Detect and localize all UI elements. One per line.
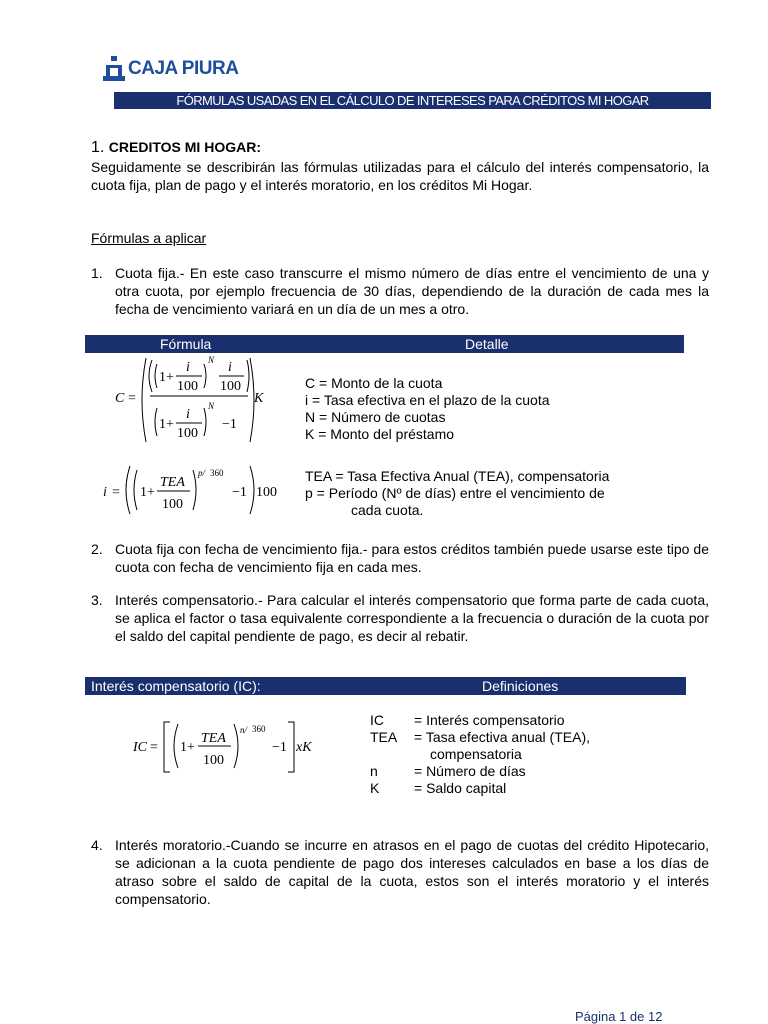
detail-column-header: Detalle — [465, 336, 509, 352]
list-item-text: Cuota fija con fecha de vencimiento fija.- para estos créditos también puede usarse este tipo de cuota con fecha de vencimiento fija en cada mes. — [115, 541, 709, 575]
formula-table-header — [85, 335, 684, 353]
svg-text:i: i — [186, 407, 190, 422]
interes-column-header: Interés compensatorio (IC): — [91, 678, 261, 694]
definition-text: = Saldo capital — [414, 780, 507, 796]
svg-text:1+: 1+ — [159, 417, 174, 432]
svg-text:1+: 1+ — [159, 370, 174, 385]
svg-text:−1: −1 — [232, 485, 247, 500]
definition-line: TEA = Tasa Efectiva Anual (TEA), compensatoria — [305, 468, 610, 484]
list-item-text: Cuota fija.- En este caso transcurre el mismo número de días entre el vencimiento de una y otra cuota, por ejemplo frecuencia de 30 días, dependiendo de la duración de cada mes la fecha de vencimiento variará en un día de un mes a otro. — [115, 265, 709, 317]
caja-piura-logo — [103, 56, 238, 82]
svg-text:100: 100 — [177, 426, 198, 441]
definition-text: compensatoria — [430, 746, 522, 762]
list-item-number: 2. — [91, 541, 103, 557]
svg-text:n/: n/ — [240, 725, 248, 735]
section-number: 1. — [91, 139, 105, 156]
definition-symbol — [370, 746, 430, 763]
formulas-heading: Fórmulas a aplicar — [91, 230, 207, 246]
svg-text:TEA: TEA — [201, 731, 226, 746]
cuota-fija-formula — [110, 354, 280, 446]
document-title-bar: FÓRMULAS USADAS EN EL CÁLCULO DE INTERESES PARA CRÉDITOS MI HOGAR — [114, 92, 711, 109]
svg-text:IC: IC — [133, 740, 147, 755]
svg-text:100: 100 — [203, 753, 224, 768]
definition-line: p = Período (Nº de días) entre el vencimiento de — [305, 485, 605, 501]
definition-row — [370, 780, 700, 797]
definition-line: cada cuota. — [351, 502, 424, 518]
logo-text: CAJA PIURA — [128, 58, 239, 79]
list-item-text: Interés compensatorio.- Para calcular el interés compensatorio que forma parte de cada cuota, se aplica el factor o tasa equivalente correspondiente a la frecuencia o duración de la cuota por el saldo del capital pendiente de pago, es decir al rebatir. — [115, 592, 709, 644]
page-number: Página 1 de 12 — [575, 1009, 663, 1024]
svg-text:1+: 1+ — [180, 740, 195, 755]
svg-text:360: 360 — [252, 724, 266, 734]
svg-text:=: = — [150, 740, 158, 755]
svg-text:1+: 1+ — [140, 485, 155, 500]
svg-text:360: 360 — [210, 468, 224, 478]
section-title: CREDITOS MI HOGAR: — [108, 139, 261, 155]
svg-text:100: 100 — [256, 485, 277, 500]
definition-row — [370, 729, 700, 746]
list-item — [91, 591, 709, 645]
svg-text:C: C — [115, 391, 125, 406]
svg-text:−1: −1 — [222, 417, 237, 432]
definition-line: i = Tasa efectiva en el plazo de la cuota — [305, 392, 550, 408]
list-item — [91, 264, 709, 318]
svg-text:i: i — [186, 360, 190, 375]
definition-text: = Interés compensatorio — [414, 712, 565, 728]
list-item — [91, 540, 709, 576]
definition-symbol: TEA — [370, 729, 398, 745]
cuota-fija-definitions — [305, 375, 550, 443]
list-item-number: 4. — [91, 837, 103, 853]
definitions-column-header: Definiciones — [482, 678, 559, 694]
definition-text: = Número de días — [414, 763, 526, 779]
list-item — [91, 836, 709, 908]
definition-row — [370, 746, 700, 763]
definition-symbol: K — [370, 780, 380, 796]
svg-text:100: 100 — [220, 379, 241, 394]
definition-row — [370, 712, 700, 729]
svg-text:xK: xK — [296, 740, 312, 755]
intro-paragraph: Seguidamente se describirán las fórmulas utilizadas para el cálculo del interés compensatorio, la cuota fija, plan de pago y el interés moratorio, en los créditos Mi Hogar. — [91, 159, 709, 193]
svg-text:N: N — [208, 401, 215, 411]
list-item-number: 1. — [91, 265, 103, 281]
svg-text:K: K — [254, 391, 264, 406]
tasa-definitions — [305, 468, 609, 519]
interes-compensatorio-formula — [130, 718, 330, 776]
section-heading — [91, 139, 261, 157]
definition-row — [370, 763, 700, 780]
definition-symbol: IC — [370, 712, 384, 728]
definition-line: K = Monto del préstamo — [305, 426, 455, 442]
list-item-text: Interés moratorio.-Cuando se incurre en atrasos en el pago de cuotas del crédito Hipotecario, se adicionan a la cuota pendiente de pago dos intereses calculados en base a los días de atraso sobre el saldo de capital de la cuota, estos son el interés moratorio y el interés compensatorio. — [115, 837, 709, 907]
svg-text:TEA: TEA — [160, 475, 185, 490]
svg-text:−1: −1 — [272, 740, 287, 755]
definition-symbol: n — [370, 763, 378, 779]
interes-table-header — [85, 677, 686, 695]
tasa-efectiva-formula — [100, 462, 290, 518]
svg-text:=: = — [128, 391, 136, 406]
caja-piura-logo-icon — [103, 56, 125, 82]
svg-text:i: i — [228, 360, 232, 375]
definition-line: N = Número de cuotas — [305, 409, 446, 425]
formula-column-header: Fórmula — [160, 336, 212, 352]
definition-text: = Tasa efectiva anual (TEA), — [414, 729, 590, 745]
ic-definitions — [370, 712, 700, 797]
definition-line: C = Monto de la cuota — [305, 375, 443, 391]
svg-text:100: 100 — [162, 497, 183, 512]
svg-text:=: = — [112, 485, 120, 500]
svg-text:p/: p/ — [198, 468, 206, 478]
list-item-number: 3. — [91, 592, 103, 608]
svg-text:i: i — [103, 485, 107, 500]
svg-text:100: 100 — [177, 379, 198, 394]
svg-text:N: N — [208, 355, 215, 365]
